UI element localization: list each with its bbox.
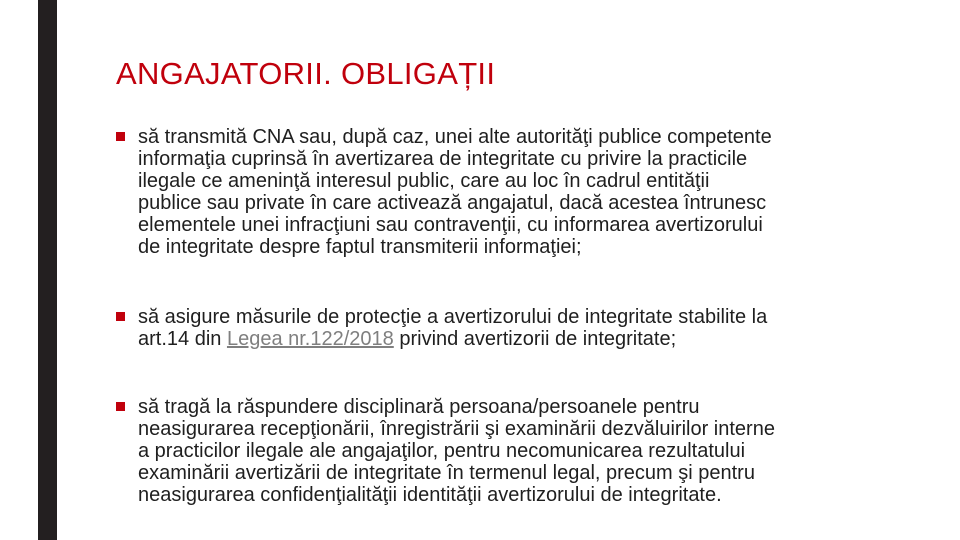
square-bullet-icon [116, 312, 125, 321]
bullet-text-2 [138, 306, 938, 350]
bullet-3-line-5: neasigurarea confidenţialităţii identităţii avertizorului de integritate. [138, 484, 722, 506]
bullet-2-line-2-end: privind avertizorii de integritate; [393, 328, 677, 350]
bullet-text-1 [138, 126, 938, 258]
bullet-3-line-2: neasigurarea recepţionării, înregistrării şi examinării dezvăluirilor interne [138, 418, 775, 440]
bullet-1-line-1: să transmită CNA sau, după caz, unei alte autorităţi publice competente [138, 126, 772, 148]
bullet-3-line-3: a practicilor ilegale ale angajaţilor, pentru necomunicarea rezultatului [138, 440, 746, 462]
bullet-3-line-4: examinării avertizării de integritate în termenul legal, precum şi pentru [138, 462, 755, 484]
bullet-2-line-1: să asigure măsurile de protecţie a avertizorului de integritate stabilite la [138, 306, 768, 328]
bullet-1-line-3: ilegale ce ameninţă interesul public, care au loc în cadrul entităţii [138, 170, 710, 192]
bullet-1-line-6: de integritate despre faptul transmiterii informaţiei; [138, 236, 582, 258]
bullet-1-line-2: informaţia cuprinsă în avertizarea de integritate cu privire la practicile [138, 148, 748, 170]
bullet-1-line-4: publice sau private în care activează angajatul, dacă acestea întrunesc [138, 192, 767, 214]
law-link[interactable]: Legea nr.122/2018 [226, 328, 394, 350]
bullet-1-line-5: elementele unei infracţiuni sau contravenţii, cu informarea avertizorului [138, 214, 763, 236]
bullet-3-line-1: să tragă la răspundere disciplinară persoana/persoanele pentru [138, 396, 700, 418]
left-accent-bar [38, 0, 57, 540]
slide-title: ANGAJATORII. OBLIGAȚII [116, 56, 496, 91]
square-bullet-icon [116, 402, 125, 411]
square-bullet-icon [116, 132, 125, 141]
bullet-2-line-2-start: art.14 din [138, 328, 227, 350]
bullet-text-3 [138, 396, 938, 506]
